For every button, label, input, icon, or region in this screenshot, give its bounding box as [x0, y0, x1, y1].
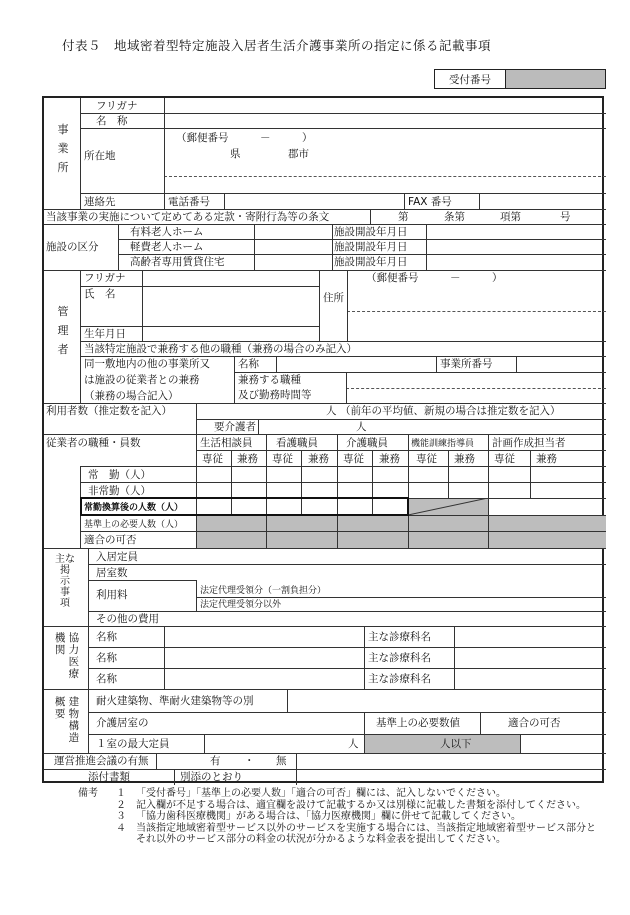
- role-counselor: 生活相談員: [200, 437, 253, 449]
- remark-2-text: 記入欄が不足する場合は、適宜欄を設けて記載するか又は別様に記載した書類を添付してください。: [136, 799, 586, 811]
- facility-type-label: 施設の区分: [46, 241, 99, 253]
- posted-capacity: 入居定員: [96, 551, 138, 563]
- manager-other-duty-label: 当該特定施設で兼務する他の職種（兼務の場合のみ記入）: [84, 343, 357, 355]
- remark-3-number: ３: [116, 811, 126, 823]
- building-fireproof-label: 耐火建築物、準耐火建築物等の別: [96, 695, 254, 707]
- col-part-1: 兼務: [237, 453, 258, 465]
- receipt-number-field[interactable]: [506, 70, 605, 88]
- manager-section-label: 管 理 者: [57, 305, 69, 356]
- concurrent-name-label: 名称: [238, 358, 259, 370]
- care-unit: 人: [356, 421, 367, 433]
- office-name-label: 名 称: [96, 115, 128, 127]
- col-full-3: 専従: [343, 453, 364, 465]
- articles-ko: 項第: [500, 211, 521, 223]
- row-required: 基準上の必要人数（人）: [84, 520, 184, 530]
- office-fax-label: FAX 番号: [408, 196, 452, 208]
- building-capacity-unit: 人: [348, 738, 359, 750]
- attachment-label: 添付書類: [88, 771, 130, 783]
- page-title: 付表５ 地域密着型特定施設入居者生活介護事業所の指定に係る記載事項: [62, 38, 492, 53]
- facility-type-2: 軽費老人ホーム: [130, 241, 204, 253]
- col-full-1: 専従: [202, 453, 223, 465]
- receipt-number-box: [434, 69, 606, 89]
- facility-opening-label-2: 施設開設年月日: [334, 241, 408, 253]
- fee-non-proxy: 法定代理受領分以外: [200, 600, 282, 610]
- remark-3-text: 「協力歯科医療機関」がある場合は、「協力医療機関」欄に併せて記載してください。: [136, 811, 521, 823]
- office-prefecture: 県: [230, 148, 241, 160]
- row-fte: 常勤換算後の人数（人）: [84, 503, 184, 513]
- manager-furigana-label: フリガナ: [84, 272, 126, 284]
- facility-opening-label-1: 施設開設年月日: [334, 226, 408, 238]
- facility-type-1: 有料老人ホーム: [130, 226, 204, 238]
- medical-dept-1: 主な診療科名: [368, 631, 431, 643]
- fee-proxy-10pct: 法定代理受領分（一割負担分）: [200, 586, 327, 596]
- posted-other-costs: その他の費用: [96, 613, 159, 625]
- remark-4-number: ４: [116, 822, 126, 834]
- col-part-2: 兼務: [308, 453, 329, 465]
- remark-1-text: 「受付番号」「基準上の必要人数」「適合の可否」欄には、記入しないでください。: [136, 788, 506, 799]
- role-nurse: 看護職員: [276, 437, 318, 449]
- facility-opening-label-3: 施設開設年月日: [334, 256, 408, 268]
- col-full-2: 専従: [272, 453, 293, 465]
- role-caregiver: 介護職員: [346, 437, 388, 449]
- concurrent-label-line1: 同一敷地内の他の事業所又: [84, 358, 210, 370]
- staff-label: 従業者の職種・員数: [46, 437, 141, 449]
- office-postal-code: （郵便番号 － ）: [176, 132, 313, 144]
- concurrent-label-line2: は施設の従業者との兼務: [84, 374, 200, 386]
- office-furigana-label: フリガナ: [96, 100, 138, 112]
- concurrent-office-no-label: 事業所番号: [440, 358, 493, 370]
- office-contact-label: 連絡先: [84, 196, 116, 208]
- diagonal-strike: [408, 498, 488, 515]
- manager-postal-code: （郵便番号 － ）: [366, 272, 503, 284]
- row-parttime: 非常勤（人）: [88, 485, 151, 497]
- attachment-value: 別添のとおり: [180, 771, 243, 783]
- col-full-4: 専従: [416, 453, 437, 465]
- col-part-5: 兼務: [536, 453, 557, 465]
- articles-label: 当該事業の実施について定めてある定款・寄附行為等の条文: [46, 211, 330, 223]
- articles-jo: 条第: [444, 211, 465, 223]
- manager-birth-label: 生年月日: [84, 328, 126, 340]
- role-trainer: 機能訓練指導員: [411, 439, 475, 449]
- meeting-dot: ・: [244, 755, 255, 767]
- remarks: [78, 788, 603, 846]
- medical-dept-2: 主な診療科名: [368, 652, 431, 664]
- office-city: 郡市: [288, 148, 309, 160]
- users-label: 利用者数（推定数を記入）: [46, 405, 172, 417]
- medical-name-3: 名称: [96, 673, 117, 685]
- meeting-label: 運営推進会議の有無: [54, 755, 149, 767]
- building-capacity-label: １室の最大定員: [96, 738, 170, 750]
- office-address-label: 所在地: [84, 150, 116, 162]
- users-note: （前年の平均値、新規の場合は推定数を記入）: [340, 405, 561, 417]
- col-part-3: 兼務: [379, 453, 400, 465]
- concurrent-label-line3: （兼務の場合記入）: [84, 390, 179, 402]
- concurrent-duty-label-2: 及び勤務時間等: [238, 389, 312, 401]
- application-form-table: [42, 96, 604, 783]
- receipt-number-label: 受付番号: [435, 70, 506, 88]
- remark-2-number: ２: [116, 799, 126, 811]
- col-part-4b: 兼務: [454, 453, 475, 465]
- remarks-label: 備考: [78, 788, 98, 799]
- office-section-label: 事 業 所: [57, 123, 69, 174]
- col-full-5: 専従: [494, 453, 515, 465]
- medical-section-label: 機 協 関 力 医 療: [54, 632, 80, 680]
- office-phone-label: 電話番号: [168, 196, 210, 208]
- manager-name-label: 氏 名: [84, 288, 116, 300]
- articles-dai: 第: [398, 211, 409, 223]
- posted-section-label: 主な 掲 示 事 項: [55, 554, 75, 609]
- building-compliance-label: 適合の可否: [508, 717, 561, 729]
- concurrent-duty-label-1: 兼務する職種: [238, 374, 301, 386]
- posted-fee: 利用料: [96, 589, 128, 601]
- users-unit: 人: [326, 405, 337, 417]
- building-rooms-label: 介護居室の: [96, 717, 149, 729]
- row-compliance: 適合の可否: [84, 534, 137, 546]
- care-label: 要介護者: [214, 421, 256, 433]
- role-planner: 計画作成担当者: [492, 437, 566, 449]
- manager-address-label: 住所: [323, 292, 344, 304]
- remark-1-number: １: [116, 788, 126, 799]
- facility-type-3: 高齢者専用賃貸住宅: [130, 256, 225, 268]
- medical-name-2: 名称: [96, 652, 117, 664]
- remark-4-text: 当該指定地域密着型サービス以外のサービスを実施する場合には、当該指定地域密着型サービス部分とそれ以外のサービス部分の料金の状況が分かるような料金表を提出してください。: [136, 822, 596, 846]
- row-fulltime: 常 勤（人）: [88, 469, 151, 481]
- meeting-no: 無: [276, 755, 287, 767]
- building-required-label: 基準上の必要数値: [376, 717, 460, 729]
- medical-dept-3: 主な診療科名: [368, 673, 431, 685]
- building-capacity-max: 人以下: [440, 738, 472, 750]
- articles-go: 号: [560, 211, 571, 223]
- medical-name-1: 名称: [96, 631, 117, 643]
- building-section-label: 概 建 要 物 構 造: [54, 696, 80, 744]
- meeting-yes: 有: [210, 755, 221, 767]
- posted-rooms: 居室数: [96, 567, 128, 579]
